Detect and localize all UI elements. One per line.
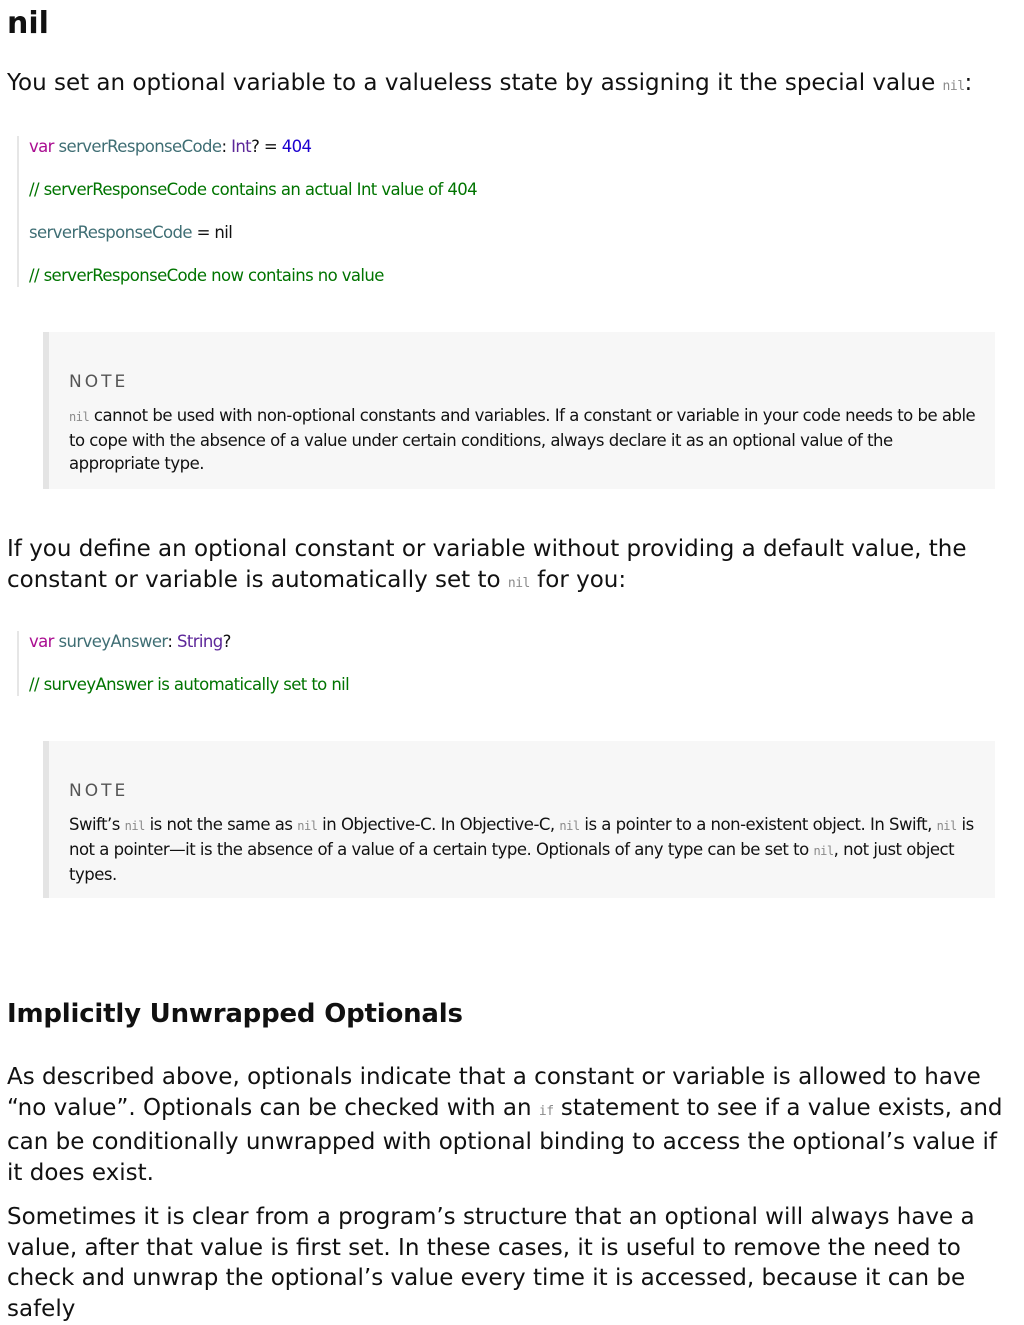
- code-punct: :: [221, 137, 232, 156]
- note-body: Swift’s: [69, 815, 125, 834]
- code-line: [29, 136, 477, 179]
- note-body: in Objective-C. In Objective-C,: [317, 815, 560, 834]
- inline-code-nil: nil: [297, 819, 318, 833]
- inline-code-nil: nil: [813, 844, 834, 858]
- code-line: [29, 222, 477, 265]
- paragraph-default-nil: [7, 534, 1012, 599]
- code-type: String: [176, 632, 223, 651]
- note-label: NOTE: [69, 781, 129, 801]
- intro-paragraph: [7, 68, 1012, 103]
- note-body: , not just object types.: [69, 840, 955, 884]
- note-text: [69, 404, 984, 475]
- note-body: cannot be used with non-optional constants and variables. If a constant or variable in your code needs to be able to cope with the absence of a value under certain conditions, always declare it as an optional value of the appropriate type.: [69, 406, 976, 473]
- paragraph-text-end: for you:: [529, 566, 627, 593]
- note-body: is a pointer to a non-existent object. In Swift,: [579, 815, 937, 834]
- paragraph-iuo-1: [7, 1062, 1012, 1188]
- code-punct: :: [167, 632, 177, 651]
- inline-code-nil: nil: [942, 79, 965, 94]
- code-number: 404: [281, 137, 312, 156]
- note-text: [69, 813, 984, 886]
- inline-code-nil: nil: [936, 819, 957, 833]
- code-punct: ? =: [251, 137, 282, 156]
- code-assign: = nil: [191, 223, 233, 242]
- section-heading-nil: nil: [7, 6, 49, 41]
- code-type: Int: [231, 137, 252, 156]
- note-body: is not a pointer—it is the absence of a value of a certain type. Optionals of any type can be set to: [69, 815, 974, 859]
- code-comment: // serverResponseCode now contains no value: [29, 266, 384, 285]
- code-punct: ?: [222, 632, 231, 651]
- code-keyword: var: [29, 137, 54, 156]
- inline-code-nil: nil: [507, 575, 530, 591]
- code-comment: // serverResponseCode contains an actual Int value of 404: [29, 180, 478, 199]
- note-box-1: [43, 332, 995, 489]
- note-box-2: [43, 741, 995, 898]
- paragraph-text-end: statement to see if a value exists, and can be conditionally unwrapped with optional binding to access the optional’s value if it does exist.: [7, 1094, 1003, 1186]
- code-keyword: var: [29, 632, 54, 651]
- paragraph-text: If you define an optional constant or variable without providing a default value, the constant or variable is automatically set to: [7, 536, 967, 593]
- intro-text: You set an optional variable to a valueless state by assigning it the special value: [7, 70, 943, 96]
- code-block-server-response: [17, 136, 477, 287]
- intro-text-end: :: [964, 70, 973, 96]
- inline-code-nil: nil: [559, 819, 580, 833]
- inline-code-nil: nil: [69, 410, 90, 424]
- paragraph-text: As described above, optionals indicate that a constant or variable is allowed to have “no value”. Optionals can be checked with an: [7, 1064, 981, 1121]
- code-comment: // surveyAnswer is automatically set to nil: [29, 675, 350, 694]
- inline-code-if: if: [538, 1103, 554, 1119]
- code-identifier: serverResponseCode: [58, 137, 222, 156]
- code-identifier: surveyAnswer: [58, 632, 168, 651]
- code-line: [29, 631, 349, 674]
- note-body: is not the same as: [144, 815, 298, 834]
- note-label: NOTE: [69, 372, 129, 392]
- inline-code-nil: nil: [124, 819, 145, 833]
- code-block-survey-answer: [17, 631, 349, 696]
- paragraph-iuo-2: Sometimes it is clear from a program’s structure that an optional will always have a value, after that value is first set. In these cases, it is useful to remove the need to check and unwrap the optional’s value every time it is accessed, because it can be safely: [7, 1204, 975, 1322]
- section-heading-implicitly-unwrapped: Implicitly Unwrapped Optionals: [7, 999, 463, 1029]
- code-identifier: serverResponseCode: [29, 223, 192, 242]
